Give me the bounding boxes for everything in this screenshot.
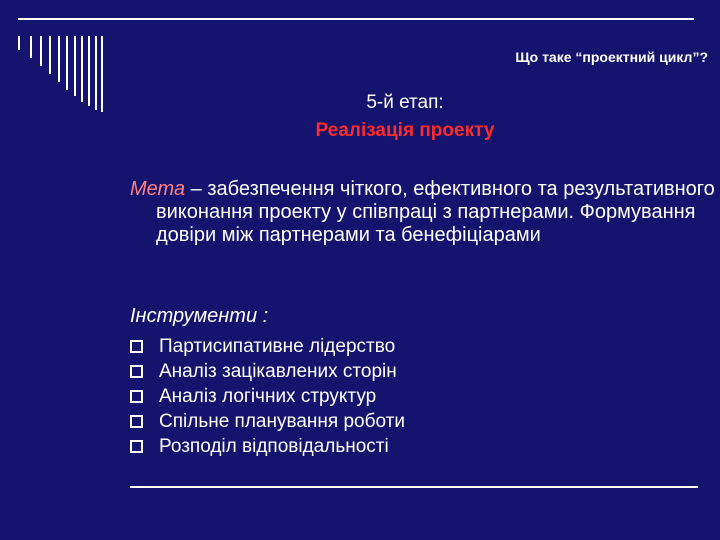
list-item: Аналіз логічних структур bbox=[130, 384, 405, 409]
goal-label: Мета bbox=[130, 178, 186, 200]
stage-title: 5-й етап: bbox=[366, 92, 444, 113]
stage-subtitle: Реалізація проекту bbox=[315, 120, 495, 141]
bottom-divider bbox=[130, 486, 698, 488]
tools-list bbox=[130, 334, 405, 459]
square-bullet-icon bbox=[130, 415, 143, 428]
list-item: Аналіз зацікавлених сторін bbox=[130, 359, 405, 384]
list-item: Партисипативне лідерство bbox=[130, 334, 405, 359]
header-question: Що таке “проектний цикл”? bbox=[515, 49, 708, 65]
tools-heading: Інструменти : bbox=[130, 305, 269, 327]
square-bullet-icon bbox=[130, 365, 143, 378]
list-item: Розподіл відповідальності bbox=[130, 434, 405, 459]
square-bullet-icon bbox=[130, 390, 143, 403]
list-item: Спільне планування роботи bbox=[130, 409, 405, 434]
square-bullet-icon bbox=[130, 440, 143, 453]
goal-paragraph bbox=[130, 178, 716, 247]
top-divider bbox=[18, 18, 694, 20]
square-bullet-icon bbox=[130, 340, 143, 353]
goal-text: – забезпечення чіткого, ефективного та результативного виконання проекту у співпраці з партнерами. Формування довіри між партнерами та бенефіціарами bbox=[156, 178, 715, 246]
